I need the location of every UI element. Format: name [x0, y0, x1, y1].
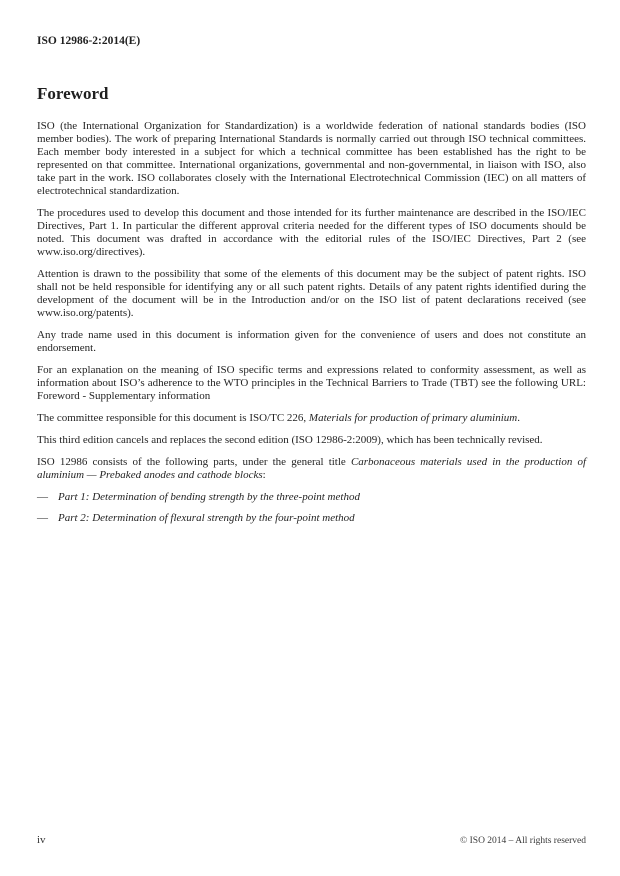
- document-reference: ISO 12986-2:2014(E): [37, 35, 141, 47]
- parts-intro-text: ISO 12986 consists of the following parts, under the general title: [37, 456, 351, 468]
- paragraph-iso-federation: ISO (the International Organization for Standardization) is a worldwide federation of national standards bodies (ISO member bodies). The work of preparing International Standards is normally carried out through ISO technical committees. Each member body interested in a subject for which a technical committee has been established has the right to be represented on that committee. International organizations, governmental and non-governmental, in liaison with ISO, also take part in the work. ISO collaborates closely with the International Electrotechnical Commission (IEC) on all matters of electrotechnical standardization.: [37, 120, 586, 197]
- list-dash: —: [37, 491, 48, 503]
- copyright-notice: © ISO 2014 – All rights reserved: [460, 836, 586, 846]
- part2-title: Part 2: Determination of flexural strength by the four-point method: [58, 512, 355, 524]
- wto-text: For an explanation on the meaning of ISO specific terms and expressions related to conformity assessment, as well as information about ISO’s adherence to the WTO principles in the Technical Barriers to Trade (TBT) see the following URL:: [37, 364, 586, 389]
- list-item-part2: [37, 512, 586, 525]
- page-footer: [37, 834, 586, 846]
- committee-text-end: .: [517, 412, 520, 424]
- paragraph-wto: [37, 364, 586, 403]
- paragraph-patent-rights: Attention is drawn to the possibility that some of the elements of this document may be the subject of patent rights. ISO shall not be held responsible for identifying any or all such patent rights. Details of any patent rights identified during the development of the document will be in the Introduction and/or on the ISO list of patent declarations received (see www.iso.org/patents).: [37, 268, 586, 319]
- parts-intro-end: :: [262, 469, 266, 481]
- page-title: Foreword: [37, 84, 109, 103]
- paragraph-parts-intro: [37, 456, 586, 482]
- list-item-part1: [37, 491, 586, 504]
- committee-name: Materials for production of primary aluminium: [308, 412, 518, 424]
- paragraph-committee: [37, 412, 586, 425]
- supplementary-information-link[interactable]: Foreword - Supplementary information: [37, 390, 211, 402]
- paragraph-edition: This third edition cancels and replaces the second edition (ISO 12986-2:2009), which has been technically revised.: [37, 434, 543, 446]
- list-dash: —: [37, 512, 48, 524]
- page-number: iv: [37, 834, 46, 846]
- committee-text: The committee responsible for this document is ISO/TC 226,: [37, 412, 309, 424]
- series-title: Carbonaceous materials used in the production of aluminium — Prebaked anodes and cathode blocks: [37, 456, 586, 481]
- paragraph-procedures: The procedures used to develop this document and those intended for its further maintenance are described in the ISO/IEC Directives, Part 1. In particular the different approval criteria needed for the different types of ISO documents should be noted. This document was drafted in accordance with the editorial rules of the ISO/IEC Directives, Part 2 (see www.iso.org/directives).: [37, 207, 586, 258]
- paragraph-trade-name: Any trade name used in this document is information given for the convenience of users and does not constitute an endorsement.: [37, 329, 586, 354]
- part1-title: Part 1: Determination of bending strength by the three-point method: [58, 491, 360, 503]
